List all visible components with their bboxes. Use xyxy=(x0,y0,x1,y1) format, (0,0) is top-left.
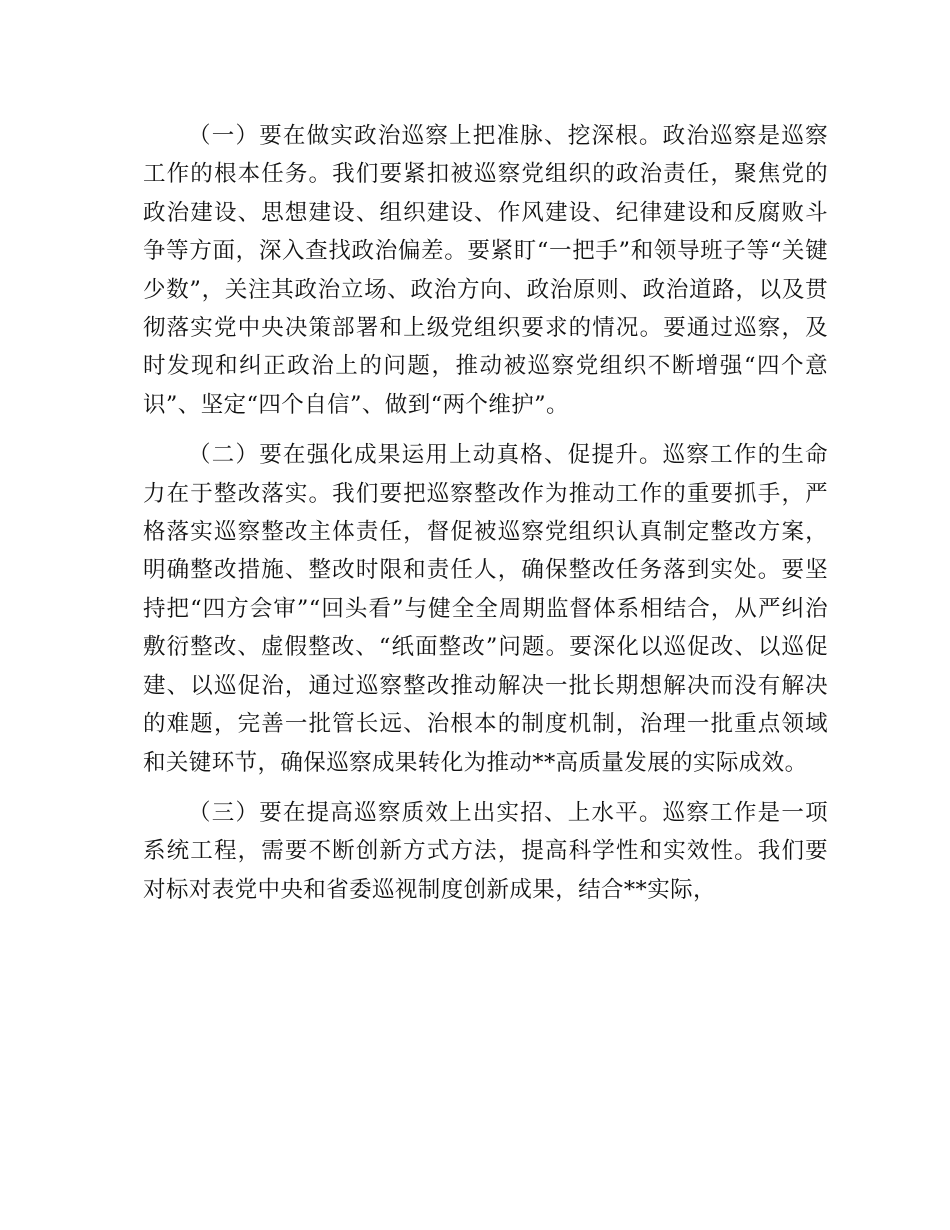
paragraph-2: （二）要在强化成果运用上动真格、促提升。巡察工作的生命力在于整改落实。我们要把巡察整改作为推动工作的重要抓手，严格落实巡察整改主体责任，督促被巡察党组织认真制定整改方案，明确整改措施、整改时限和责任人，确保整改任务落到实处。要坚持把“四方会审”“回头看”与健全全周期监督体系相结合，从严纠治敷衍整改、虚假整改、“纸面整改”问题。要深化以巡促改、以巡促建、以巡促治，通过巡察整改推动解决一批长期想解决而没有解决的难题，完善一批管长远、治根本的制度机制，治理一批重点领域和关键环节，确保巡察成果转化为推动**高质量发展的实际成效。 xyxy=(143,442,828,776)
paragraph-3: （三）要在提高巡察质效上出实招、上水平。巡察工作是一项系统工程，需要不断创新方式方法，提高科学性和实效性。我们要对标对表党中央和省委巡视制度创新成果，结合**实际， xyxy=(143,799,828,903)
document-body xyxy=(143,117,828,921)
paragraph-1: （一）要在做实政治巡察上把准脉、挖深根。政治巡察是巡察工作的根本任务。我们要紧扣被巡察党组织的政治责任，聚焦党的政治建设、思想建设、组织建设、作风建设、纪律建设和反腐败斗争等方面，深入查找政治偏差。要紧盯“一把手”和领导班子等“关键少数”，关注其政治立场、政治方向、政治原则、政治道路，以及贯彻落实党中央决策部署和上级党组织要求的情况。要通过巡察，及时发现和纠正政治上的问题，推动被巡察党组织不断增强“四个意识”、坚定“四个自信”、做到“两个维护”。 xyxy=(143,123,828,418)
